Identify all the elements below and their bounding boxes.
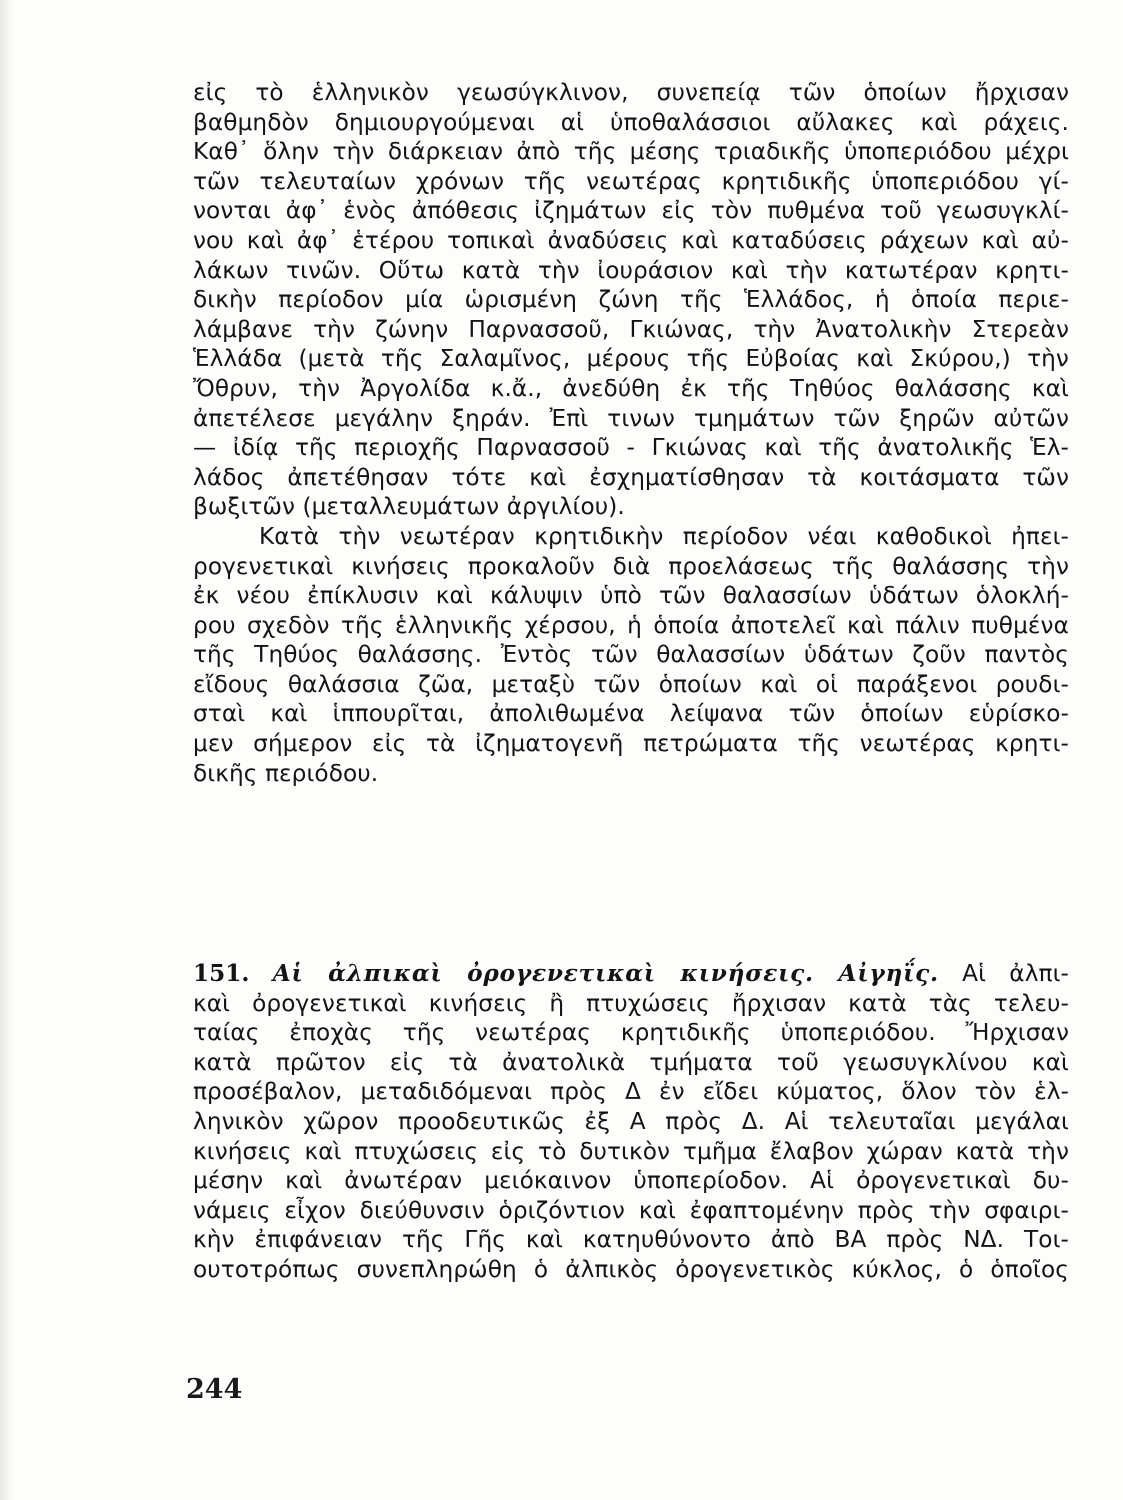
text-line: κὴν ἐπιφάνειαν τῆς Γῆς καὶ κατηυθύνοντο ἀπὸ ΒΑ πρὸς ΝΔ. Τοι- [193, 1226, 1069, 1254]
text-line: λάδος ἀπετέθησαν τότε καὶ ἐσχηματίσθησαν τὰ κοιτάσματα τῶν [193, 463, 1069, 491]
text-line: ταίας ἐποχὰς τῆς νεωτέρας κρητιδικῆς ὑποπεριόδου. Ἤρχισαν [193, 1019, 1069, 1047]
text-line: ρου σχεδὸν τῆς ἑλληνικῆς χέρσου, ἡ ὁποία ἀποτελεῖ καὶ πάλιν πυθμένα [193, 611, 1069, 639]
text-line: Ἑλλάδα (μετὰ τῆς Σαλαμῖνος, μέρους τῆς Εὐβοίας καὶ Σκύρου,) τὴν [193, 345, 1069, 373]
page-binding-shadow [0, 0, 14, 1500]
text-line: ἀπετέλεσε μεγάλην ξηράν. Ἐπὶ τινων τμημάτων τῶν ξηρῶν αὐτῶν [193, 404, 1069, 432]
section-title: Αἱ ἀλπικαὶ ὀρογενετικαὶ κινήσεις. Αἰγηΐς. [272, 960, 939, 987]
text-line: Κατὰ τὴν νεωτέραν κρητιδικὴν περίοδον νέαι καθοδικοὶ ἠπει- [259, 522, 1069, 550]
text-line: δικὴν περίοδον μία ὡρισμένη ζώνη τῆς Ἑλλάδος, ἡ ὁποία περιε- [193, 286, 1069, 314]
text-line: ἐκ νέου ἐπίκλυσιν καὶ κάλυψιν ὑπὸ τῶν θαλασσίων ὑδάτων ὁλοκλή- [193, 582, 1069, 610]
text-line: ουτοτρόπως συνεπληρώθη ὁ ἀλπικὸς ὀρογενετικὸς κύκλος, ὁ ὁποῖος [193, 1255, 1069, 1283]
text-line: Ὄθρυν, τὴν Ἀργολίδα κ.ἄ., ἀνεδύθη ἐκ τῆς Τηθύος θαλάσσης καὶ [193, 374, 1069, 402]
section-heading-line [193, 959, 1069, 989]
text-line: ρογενετικαὶ κινήσεις προκαλοῦν διὰ προελάσεως τῆς θαλάσσης τὴν [193, 552, 1069, 580]
text-line: σταὶ καὶ ἱππουρῖται, ἀπολιθωμένα λείψανα τῶν ὁποίων εὑρίσκο- [193, 700, 1069, 728]
text-line: νονται ἀφ᾿ ἑνὸς ἀπόθεσις ἰζημάτων εἰς τὸν πυθμένα τοῦ γεωσυγκλί- [193, 197, 1069, 225]
text-line: καὶ ὀρογενετικαὶ κινήσεις ἢ πτυχώσεις ἤρχισαν κατὰ τὰς τελευ- [193, 989, 1069, 1017]
text-line: μέσην καὶ ἀνωτέραν μειόκαινον ὑποπερίοδον. Αἱ ὀρογενετικαὶ δυ- [193, 1167, 1069, 1195]
text-line: ληνικὸν χῶρον προοδευτικῶς ἐξ Α πρὸς Δ. Αἱ τελευταῖαι μεγάλαι [193, 1107, 1069, 1135]
text-line: νάμεις εἶχον διεύθυνσιν ὁριζόντιον καὶ ἐφαπτομένην πρὸς τὴν σφαιρι- [193, 1196, 1069, 1224]
text-line: βωξιτῶν (μεταλλευμάτων ἀργιλίου). [193, 493, 625, 521]
text-line: νου καὶ ἀφ᾿ ἑτέρου τοπικαὶ ἀναδύσεις καὶ καταδύσεις ράχεων καὶ αὐ- [193, 226, 1069, 254]
text-line: λάκων τινῶν. Οὕτω κατὰ τὴν ἰουράσιον καὶ τὴν κατωτέραν κρητι- [193, 256, 1069, 284]
page-number: 244 [186, 1374, 243, 1405]
text-line: — ἰδίᾳ τῆς περιοχῆς Παρνασσοῦ - Γκιώνας καὶ τῆς ἀνατολικῆς Ἑλ- [193, 434, 1069, 462]
section-number: 151. [193, 960, 250, 987]
text-line: κατὰ πρῶτον εἰς τὰ ἀνατολικὰ τμήματα τοῦ γεωσυγκλίνου καὶ [193, 1048, 1069, 1076]
text-line: μεν σήμερον εἰς τὰ ἰζηματογενῆ πετρώματα τῆς νεωτέρας κρητι- [193, 730, 1069, 758]
paragraph-group-upper [193, 78, 1069, 788]
text-line: δικῆς περιόδου. [193, 759, 379, 787]
section-first-line-text: Αἱ ἀλπι- [962, 960, 1069, 987]
text-line: Καθ᾿ ὅλην τὴν διάρκειαν ἀπὸ τῆς μέσης τριαδικῆς ὑποπεριόδου μέχρι [193, 138, 1069, 166]
text-line: τῆς Τηθύος θαλάσσης. Ἐντὸς τῶν θαλασσίων ὑδάτων ζοῦν παντὸς [193, 641, 1069, 669]
text-line: λάμβανε τὴν ζώνην Παρνασσοῦ, Γκιώνας, τὴν Ἀνατολικὴν Στερεὰν [193, 315, 1069, 343]
text-line: προσέβαλον, μεταδιδόμεναι πρὸς Δ ἐν εἴδει κύματος, ὅλον τὸν ἑλ- [193, 1078, 1069, 1106]
text-line: βαθμηδὸν δημιουργούμεναι αἱ ὑποθαλάσσιοι αὔλακες καὶ ράχεις. [193, 108, 1069, 136]
section-151 [193, 959, 1069, 1285]
text-line: εἰς τὸ ἑλληνικὸν γεωσύγκλινον, συνεπείᾳ τῶν ὁποίων ἤρχισαν [193, 79, 1069, 106]
text-line: εἴδους θαλάσσια ζῶα, μεταξὺ τῶν ὁποίων καὶ οἱ παράξενοι ρουδι- [193, 670, 1069, 698]
text-line: τῶν τελευταίων χρόνων τῆς νεωτέρας κρητιδικῆς ὑποπεριόδου γί- [193, 167, 1069, 195]
text-line: κινήσεις καὶ πτυχώσεις εἰς τὸ δυτικὸν τμῆμα ἔλαβον χώραν κατὰ τὴν [193, 1137, 1069, 1165]
